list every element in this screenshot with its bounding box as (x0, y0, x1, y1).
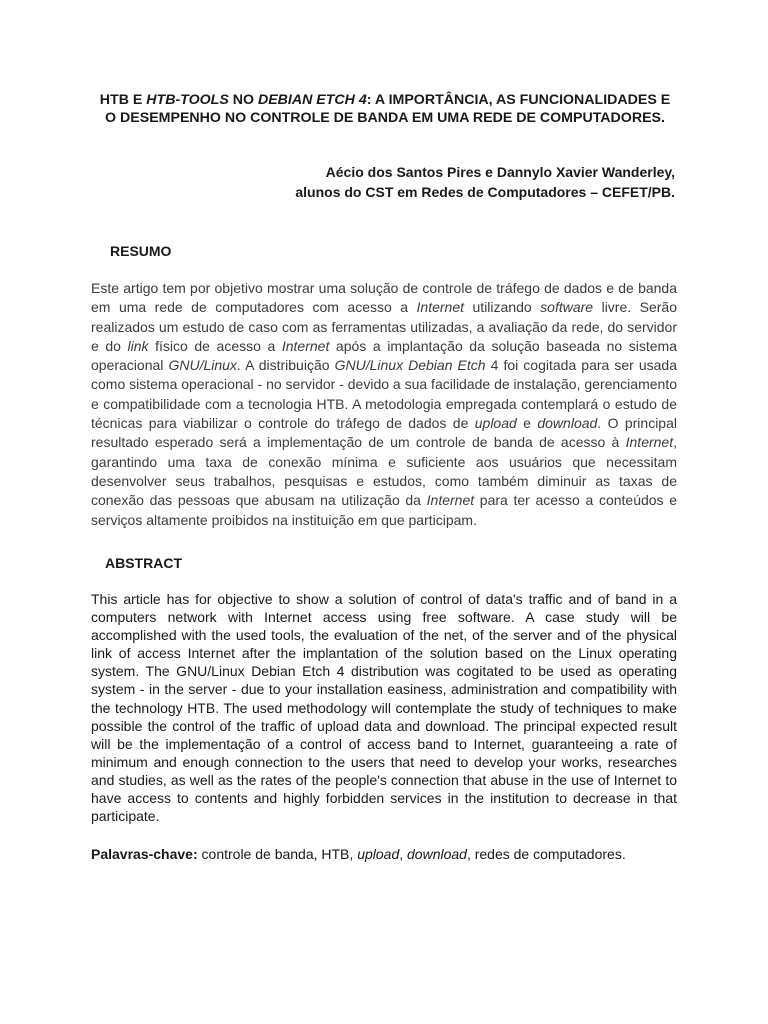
text-segment: utilizando (464, 299, 541, 316)
text-segment: GNU/Linux Debian Etch (334, 357, 486, 374)
keywords-list (198, 846, 626, 862)
keywords-line (91, 845, 677, 863)
resumo-paragraph (91, 279, 677, 530)
resumo-heading: RESUMO (110, 243, 172, 259)
text-segment: para ter acesso a conteúdos e serviços altamente proibidos na instituição em que participam. (91, 492, 677, 528)
text-segment: e (516, 415, 538, 432)
text-segment: , (399, 846, 408, 862)
keywords-label: Palavras-chave: (91, 846, 198, 862)
abstract-paragraph: This article has for objective to show a solution of control of data's traffic and of band in a computers network with Internet access using free software. A case study will be accomplished with the used tools, the evaluation of the net, of the server and of the physical link of access Internet after the implantation of the solution based on the Linux operating system. The GNU/Linux Debian Etch 4 distribution was cogitated to be used as operating system - in the server - due to your installation easiness, administration and compatibility with the technology HTB. The used methodology will contemplate the study of techniques to make possible the control of the traffic of upload data and download. The principal expected result will be the implementação of a control of access band to Internet, guaranteeing a rate of minimum and enough connection to the users that need to develop your works, researches and studies, as well as the rates of the people's connection that abuse in the use of Internet to have access to contents and highly forbidden services in the institution to decrease in that participate. (91, 591, 677, 825)
text-segment: , garantindo uma taxa de conexão mínima e suficiente aos usuários que necessitam desenvolver seus trabalhos, pesquisas e estudos, como também diminuir as taxas de conexão das pessoas que abusam na utilização da (91, 434, 677, 509)
text-segment: . O principal resultado esperado será a implementação de um controle de banda de acesso à (91, 415, 677, 451)
text-segment: HTB E (99, 92, 147, 108)
text-segment: Internet (426, 492, 475, 509)
text-segment: link (127, 337, 149, 354)
abstract-heading: ABSTRACT (105, 555, 182, 571)
text-segment: download (537, 415, 598, 432)
text-segment: livre. Serão realizados um estudo de caso com as ferramentas utilizadas, a avaliação da rede, do servidor e do (91, 299, 677, 354)
text-segment: NO (228, 92, 258, 108)
authors-block (155, 162, 675, 202)
text-segment: upload (357, 846, 400, 862)
text-segment: 4 foi cogitada para ser usada como sistema operacional - no servidor - devido a sua facilidade de instalação, gerenciamento e compatibilidade com a tecnologia HTB. A metodologia empregada contemplará o estudo de técnicas para viabilizar o controle do tráfego de dados de (91, 357, 678, 432)
paper-title (95, 91, 675, 127)
text-segment: após a implantação da solução baseada no sistema operacional (91, 337, 677, 374)
text-segment: . A distribuição (236, 357, 335, 374)
text-segment: software (540, 299, 594, 316)
text-segment: físico de acesso a (148, 337, 282, 354)
text-segment: controle de banda, HTB, (197, 846, 358, 862)
text-segment: , redes de computadores. (466, 846, 626, 862)
text-segment: : A IMPORTÂNCIA, AS FUNCIONALIDADES E O DESEMPENHO NO CONTROLE DE BANDA EM UMA REDE DE COMPUTADORES. (105, 92, 671, 126)
text-segment: Internet (281, 337, 330, 354)
authors-names: Aécio dos Santos Pires e Dannylo Xavier Wanderley, (325, 164, 675, 180)
text-segment: Internet (625, 434, 674, 451)
text-segment: Este artigo tem por objetivo mostrar uma solução de controle de tráfego de dados e de banda em uma rede de computadores com acesso a (91, 280, 677, 316)
authors-affiliation: alunos do CST em Redes de Computadores – CEFET/PB. (295, 184, 675, 200)
text-segment: Internet (416, 299, 465, 316)
text-segment: upload (474, 415, 517, 432)
text-segment: HTB-TOOLS (146, 92, 229, 108)
text-segment: DEBIAN ETCH 4 (257, 92, 367, 108)
text-segment: GNU/Linux (168, 357, 237, 374)
text-segment: download (407, 846, 467, 862)
